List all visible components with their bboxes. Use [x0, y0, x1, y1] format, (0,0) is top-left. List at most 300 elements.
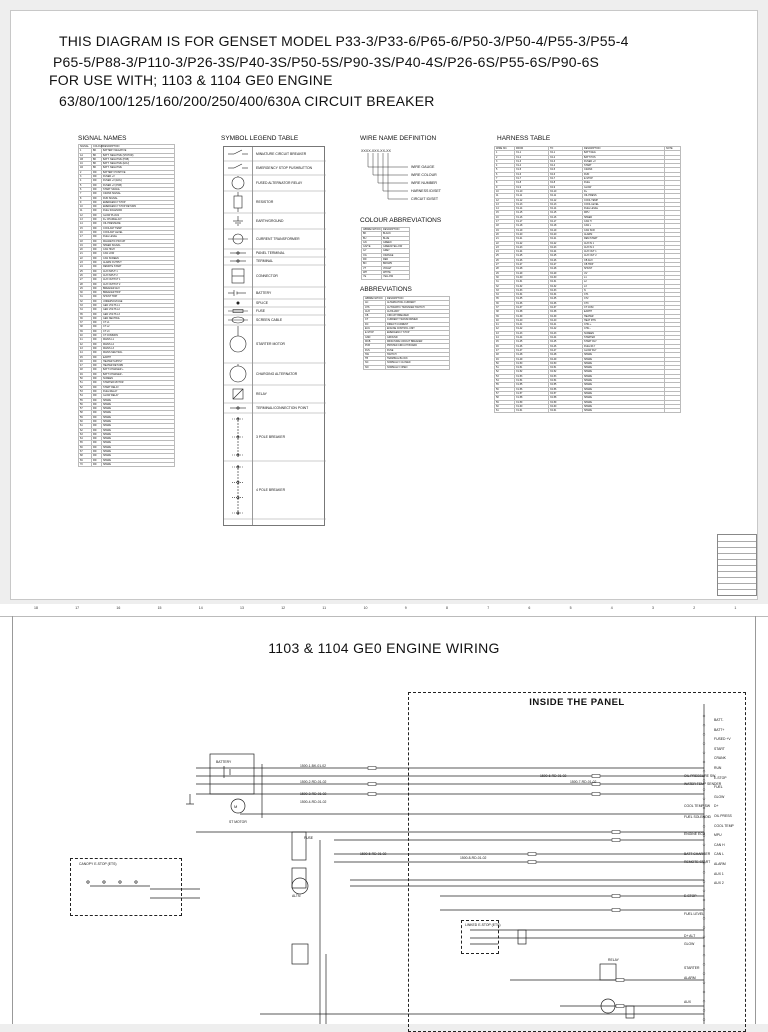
table-cell: X1-14	[515, 207, 549, 211]
table-cell: X2-55	[549, 383, 583, 387]
panel-terminal-label: AUX 2	[714, 881, 724, 886]
panel-terminal-label: BATT+	[714, 727, 725, 732]
table-cell: COOLANT LEVEL	[102, 230, 175, 234]
inline-connector	[592, 793, 600, 796]
table-cell: 66	[79, 445, 92, 449]
wire-label: 1500-8-RD-01-02	[460, 856, 487, 860]
terminal-point	[703, 752, 705, 754]
table-cell: X2-31	[549, 280, 583, 284]
table-cell: SPARE	[102, 437, 175, 441]
table-cell: X2-40	[549, 318, 583, 322]
wiring-schematic	[0, 604, 768, 1024]
table-cell: 7	[79, 192, 92, 196]
table-cell: CAN H	[583, 220, 665, 224]
battery-label: BATTERY	[216, 760, 232, 764]
table-cell: X1-6	[515, 172, 549, 176]
table-cell: COLOUR	[93, 145, 104, 148]
device-label: E-STOP	[684, 894, 697, 898]
table-cell: X1-36	[515, 301, 549, 305]
panel-terminal-label: CAN L	[714, 852, 724, 857]
table-cell: X2-18	[549, 224, 583, 228]
table-cell: 11	[79, 209, 92, 213]
table-cell: SPARE	[102, 407, 175, 411]
table-cell: 52	[495, 370, 515, 374]
table-cell: RD	[92, 312, 102, 316]
table-cell: X1-8	[515, 181, 549, 185]
symbol-legend-label: SCREEN CABLE	[256, 318, 283, 322]
table-cell: X1-13	[515, 202, 549, 206]
table-cell: 48	[79, 368, 92, 372]
table-cell: RD	[92, 407, 102, 411]
zone-number: 18	[34, 606, 38, 610]
table-cell: D+	[583, 189, 665, 193]
table-cell: 16	[79, 230, 92, 234]
table-cell: 35	[495, 297, 515, 301]
linked-estop-label: LINKED E-STOP (ETS)	[465, 923, 501, 927]
table-cell: X2-38	[549, 310, 583, 314]
table-cell: BREAKER AUX	[102, 286, 175, 290]
table-cell: RD	[92, 196, 102, 200]
table-cell: GEN NEUTRAL	[102, 316, 175, 320]
table-cell: X2-36	[549, 301, 583, 305]
table-cell: E-STOP	[364, 331, 386, 335]
table-cell: ALTERNATING CURRENT	[386, 301, 450, 305]
table-cell: GEN VOLTS L3	[102, 312, 175, 316]
table-cell: 14	[79, 222, 92, 226]
table-cell: 32	[79, 299, 92, 303]
table-cell: X1-53	[515, 374, 549, 378]
table-cell: CB AUX	[583, 258, 665, 262]
table-cell: SPARE	[583, 366, 665, 370]
table-cell: SIGNAL	[79, 145, 92, 149]
table-cell: OIL PRESS	[583, 194, 665, 198]
table-cell: MPU	[583, 211, 665, 215]
table-cell: RD	[92, 411, 102, 415]
inline-connector	[592, 775, 600, 778]
table-cell: RD	[92, 218, 102, 222]
table-cell: BN	[362, 262, 382, 266]
table-cell: 38	[495, 310, 515, 314]
table-cell: 23	[79, 261, 92, 265]
table-cell: RD	[92, 394, 102, 398]
table-cell: 43	[79, 346, 92, 350]
device-label: FUEL SOLENOID	[684, 815, 712, 819]
table-cell: X1-34	[515, 293, 549, 297]
table-cell: HEAT RTN	[583, 318, 665, 322]
table-cell: 46	[79, 359, 92, 363]
table-cell: 34	[79, 308, 92, 312]
table-cell: X1-43	[515, 331, 549, 335]
table-cell: HEATER RETURN	[102, 364, 175, 368]
table-cell: 4	[495, 164, 515, 168]
table-cell: GND	[364, 335, 386, 339]
table-cell: SPARE	[102, 415, 175, 419]
table-cell: 12	[79, 213, 92, 217]
symbol-legend-label: EARTH/GROUND	[256, 219, 284, 223]
table-cell: EARTH	[583, 310, 665, 314]
panel-terminal-label: ALARM	[714, 862, 726, 866]
table-cell: SPARE	[583, 396, 665, 400]
panel-terminal-label: COOL TEMP	[714, 823, 734, 828]
panel-terminal-label: RUN	[714, 766, 722, 770]
terminal-point	[703, 936, 705, 938]
table-cell: 30	[79, 291, 92, 295]
table-cell: SPARE	[102, 428, 175, 432]
revision-block	[717, 534, 757, 596]
table-cell: X1-41	[515, 323, 549, 327]
table-cell: RD	[92, 385, 102, 389]
table-cell: EMERGENCY STOP RETURN	[102, 205, 175, 209]
wiring-sheet	[0, 604, 768, 1024]
table-cell: 9	[79, 200, 92, 204]
table-cell: L2	[583, 280, 665, 284]
colour-row	[362, 275, 410, 279]
table-cell: RD	[92, 295, 102, 299]
table-cell: X1-11	[515, 194, 549, 198]
table-cell: DESCRIPTION	[382, 228, 410, 232]
table-cell: BATT POS	[583, 155, 665, 159]
table-cell: COOL LEVEL	[583, 202, 665, 206]
table-cell: SPEED SIGNAL	[102, 243, 175, 247]
table-cell: BATT. NEGATIVE (PCB)	[102, 157, 175, 161]
relay-label: RELAY	[608, 958, 619, 962]
inline-connector	[612, 831, 620, 834]
table-cell: 36	[79, 316, 92, 320]
table-cell: RD	[92, 222, 102, 226]
table-cell: CAN LOW	[102, 252, 175, 256]
table-cell: GLOW PLUGS	[102, 213, 175, 217]
zone-number: 1	[734, 606, 737, 610]
symbol-legend-label: RELAY	[256, 392, 267, 396]
table-cell: CHG -	[583, 327, 665, 331]
table-cell: 22	[79, 256, 92, 260]
table-cell: SPARE	[583, 404, 665, 408]
table-cell: 37	[495, 305, 515, 309]
table-cell: SW	[364, 352, 386, 356]
table-cell: 1A	[79, 153, 92, 157]
table-cell: SPARE	[583, 383, 665, 387]
table-cell: CB TRIP	[583, 263, 665, 267]
symbol-legend-label: FUSED ALTERNATOR RELAY	[256, 181, 303, 185]
symbol-legend-label: TERMINAL	[256, 259, 274, 263]
terminal-point	[703, 826, 705, 828]
table-cell: MAGNETIC PICKUP	[102, 239, 175, 243]
wire-label: 1500-4-RD-01-02	[300, 800, 327, 804]
table-cell: RD	[92, 364, 102, 368]
table-cell: 43	[495, 331, 515, 335]
table-cell: ECU	[364, 327, 386, 331]
table-cell: FUSED +V (ECU)	[102, 179, 175, 183]
table-cell: ORANGE	[382, 253, 410, 257]
starter-motor-label: ST MOTOR	[229, 820, 247, 824]
table-cell: AUX IN 1	[583, 241, 665, 245]
terminal-point	[703, 991, 705, 993]
terminal-point	[703, 798, 705, 800]
table-cell: MAINS L1	[102, 338, 175, 342]
table-cell: START RLY	[583, 340, 665, 344]
table-cell: RUN SIGNAL	[102, 196, 175, 200]
symbol-legend-table	[223, 146, 325, 526]
table-cell: AUX INPUT 1	[102, 269, 175, 273]
table-cell: BK	[92, 149, 102, 153]
terminal-point	[703, 789, 705, 791]
table-cell: 13	[495, 202, 515, 206]
table-cell: X2-49	[549, 357, 583, 361]
table-cell: BK	[92, 153, 102, 157]
table-cell: RD	[92, 265, 102, 269]
table-cell: X1-37	[515, 305, 549, 309]
table-cell: 42	[79, 342, 92, 346]
table-cell: X1-23	[515, 245, 549, 249]
table-cell: GREEN	[382, 240, 410, 244]
table-cell: 42	[495, 327, 515, 331]
table-cell: X2-32	[549, 284, 583, 288]
table-cell: OIL PRESSURE	[102, 222, 175, 226]
table-cell: BATTERY NEGATIVE	[102, 149, 175, 153]
inline-connector	[368, 783, 376, 786]
table-cell: EARTH	[102, 355, 175, 359]
table-cell: X1-35	[515, 297, 549, 301]
symbol-legend-label: CONNECTOR	[256, 274, 278, 278]
table-cell: E-STOP	[583, 177, 665, 181]
table-cell: AUXILIARY	[386, 309, 450, 313]
symbol-13-icon	[230, 326, 246, 352]
table-cell: X1-50	[515, 361, 549, 365]
table-cell: RD	[92, 368, 102, 372]
table-cell: RD	[92, 342, 102, 346]
table-cell: 25	[79, 269, 92, 273]
signal-names-heading: SIGNAL NAMES	[78, 135, 127, 142]
title-line-4: 63/80/100/125/160/200/250/400/630A CIRCUIT BREAKER	[59, 93, 435, 109]
table-cell: X1-10	[515, 189, 549, 193]
terminal-point	[703, 770, 705, 772]
table-cell: X2-60	[549, 404, 583, 408]
title-line-1: THIS DIAGRAM IS FOR GENSET MODEL P33-3/P33-6/P65-6/P50-3/P50-4/P55-3/P55-4	[59, 33, 629, 49]
table-cell: 29	[495, 271, 515, 275]
table-cell: 24	[79, 265, 92, 269]
alternator-symbol	[292, 878, 308, 894]
table-cell: SCREEN	[102, 377, 175, 381]
terminal-point	[703, 964, 705, 966]
symbol-18-icon	[232, 465, 244, 515]
table-cell: RD	[92, 278, 102, 282]
table-cell: X2-44	[549, 336, 583, 340]
zone-number: 14	[198, 606, 203, 610]
table-cell: 2	[495, 155, 515, 159]
table-cell: X2-10	[549, 189, 583, 193]
table-cell: 60	[495, 404, 515, 408]
table-cell: RD	[92, 261, 102, 265]
table-cell: X1-18	[515, 224, 549, 228]
table-cell: ATS	[364, 305, 386, 309]
symbol-legend-label: PANEL TERMINAL	[256, 251, 285, 255]
table-cell: 7	[495, 177, 515, 181]
table-cell: ENGINE CONTROL UNIT	[386, 327, 450, 331]
table-cell: 26	[495, 258, 515, 262]
table-cell: X2-3	[549, 159, 583, 163]
table-cell: SPARE	[583, 387, 665, 391]
table-cell: 51	[79, 381, 92, 385]
table-cell: STARTER MOTOR	[102, 381, 175, 385]
table-cell: 12	[495, 198, 515, 202]
table-cell: DESCRIPTION	[102, 145, 175, 149]
table-cell: 61	[495, 409, 515, 413]
inline-connector	[616, 1005, 624, 1008]
table-cell: 2	[79, 170, 92, 174]
inline-connector	[612, 895, 620, 898]
table-cell: X1-61	[515, 409, 549, 413]
table-cell: X1-60	[515, 404, 549, 408]
table-cell: SCREEN	[583, 331, 665, 335]
table-cell: L3	[583, 284, 665, 288]
inline-connector	[368, 767, 376, 770]
device-label: OIL PRESSURE SW	[684, 774, 716, 778]
table-cell: X1-54	[515, 379, 549, 383]
table-cell: 22	[495, 241, 515, 245]
table-cell: 25	[495, 254, 515, 258]
table-cell: CT COMMON	[102, 334, 175, 338]
table-cell: X2-48	[549, 353, 583, 357]
table-cell: 24	[495, 250, 515, 254]
table-cell: 51	[495, 366, 515, 370]
table-cell: CHG +	[583, 323, 665, 327]
table-cell: X2-7	[549, 177, 583, 181]
table-cell: SPARE	[102, 454, 175, 458]
table-cell: 45	[79, 355, 92, 359]
symbol-10-icon	[237, 302, 239, 304]
table-cell: SPARE	[102, 432, 175, 436]
table-cell: FUEL	[583, 181, 665, 185]
table-cell: X2-61	[549, 409, 583, 413]
inline-connector	[528, 861, 536, 864]
table-cell: FUEL LEVEL	[102, 235, 175, 239]
table-cell: X2-11	[549, 194, 583, 198]
table-cell: X2-24	[549, 250, 583, 254]
table-cell: EMERGENCY STOP	[386, 331, 450, 335]
wire-def-label-5: CIRCUIT ID/SET	[411, 197, 439, 201]
table-cell: GN	[362, 240, 382, 244]
table-cell: X1-30	[515, 275, 549, 279]
table-cell: 68	[79, 454, 92, 458]
table-cell: RD	[92, 282, 102, 286]
table-cell: 39	[495, 314, 515, 318]
table-cell: RD	[362, 258, 382, 262]
wire-label: 1500-2-RD-01-02	[300, 780, 327, 784]
wire-name-sample: XXXX-XXX-XX-XX	[361, 149, 391, 153]
table-cell: SWITCH	[386, 352, 450, 356]
table-cell: NORMALLY OPEN	[386, 365, 450, 369]
table-cell: RD	[92, 179, 102, 183]
table-cell: BATT. NEGATIVE (STATOR)	[102, 153, 175, 157]
inline-connector	[616, 979, 624, 982]
terminal-point	[703, 908, 705, 910]
canopy-estop-label: CANOPY E-STOP (ETS)	[79, 862, 117, 866]
table-cell: FROM	[515, 147, 549, 151]
table-cell: 30	[495, 275, 515, 279]
symbol-legend-label: MINIATURE CIRCUIT BREAKER	[256, 152, 307, 156]
table-cell: 28	[79, 282, 92, 286]
table-cell: 70	[79, 462, 92, 466]
table-cell: X1-40	[515, 318, 549, 322]
table-cell: 15	[79, 226, 92, 230]
table-cell: X2-22	[549, 241, 583, 245]
table-cell: BK	[92, 157, 102, 161]
table-cell: RD	[92, 359, 102, 363]
table-cell: 1B	[79, 157, 92, 161]
table-cell: RD	[92, 450, 102, 454]
device-label: WATER TEMP SENDER	[684, 782, 722, 786]
table-cell: 47	[495, 348, 515, 352]
table-cell: MAINS NEUTRAL	[102, 351, 175, 355]
table-cell: 10	[79, 205, 92, 209]
terminal-point	[703, 715, 705, 717]
table-cell: RD	[92, 226, 102, 230]
table-cell: MINIATURE CIRCUIT BREAKER	[386, 339, 450, 343]
table-cell: RD	[92, 402, 102, 406]
table-cell: 60	[79, 420, 92, 424]
table-cell: X2-19	[549, 228, 583, 232]
table-cell: RD	[92, 192, 102, 196]
table-cell: X2-43	[549, 331, 583, 335]
table-cell: X2-51	[549, 366, 583, 370]
table-cell	[665, 409, 681, 413]
table-cell: FUEL SOLENOID	[102, 209, 175, 213]
legend-sheet	[10, 10, 758, 600]
table-cell: BROWN	[382, 262, 410, 266]
table-cell: REM START	[583, 237, 665, 241]
table-cell: SPARE	[583, 370, 665, 374]
terminal-point	[703, 954, 705, 956]
table-cell: X1-20	[515, 232, 549, 236]
table-cell: 52	[79, 385, 92, 389]
table-cell: RD	[92, 372, 102, 376]
terminal-point	[703, 734, 705, 736]
table-cell: RD	[92, 239, 102, 243]
table-cell: TB	[364, 357, 386, 361]
table-cell: BREAKER TRIP	[102, 291, 175, 295]
signal-row	[79, 462, 175, 466]
panel-terminal-label: START	[714, 746, 725, 751]
table-cell: MCB	[364, 339, 386, 343]
table-cell: X2-58	[549, 396, 583, 400]
table-cell: GLOW RLY	[583, 348, 665, 352]
symbol-legend-heading: SYMBOL LEGEND TABLE	[221, 135, 299, 142]
table-cell: CT L2	[102, 325, 175, 329]
table-cell: X2-27	[549, 263, 583, 267]
linked-estop-connector	[518, 930, 526, 944]
inline-connector	[612, 909, 620, 912]
table-cell: BK	[92, 166, 102, 170]
table-cell: FUSED +V	[102, 175, 175, 179]
table-cell: X1-22	[515, 241, 549, 245]
table-cell: X1-32	[515, 284, 549, 288]
table-cell: 67	[79, 450, 92, 454]
table-cell: RD	[92, 329, 102, 333]
panel-terminal-label: FUEL	[714, 785, 723, 790]
zone-number: 5	[569, 606, 572, 610]
table-cell: 29	[79, 286, 92, 290]
table-cell: RD	[92, 235, 102, 239]
wire-name-definition-heading: WIRE NAME DEFINITION	[360, 135, 437, 142]
table-cell: CT COM	[583, 305, 665, 309]
table-cell: GROUND	[386, 335, 450, 339]
symbol-legend-label: EMERGENCY STOP PUSHBUTTON	[256, 166, 313, 170]
panel-terminal-label: AUX 1	[714, 871, 724, 876]
zone-number: 10	[363, 606, 368, 610]
table-cell: X2-6	[549, 172, 583, 176]
table-cell: X1-9	[515, 185, 549, 189]
table-cell: CAN SCR	[583, 228, 665, 232]
